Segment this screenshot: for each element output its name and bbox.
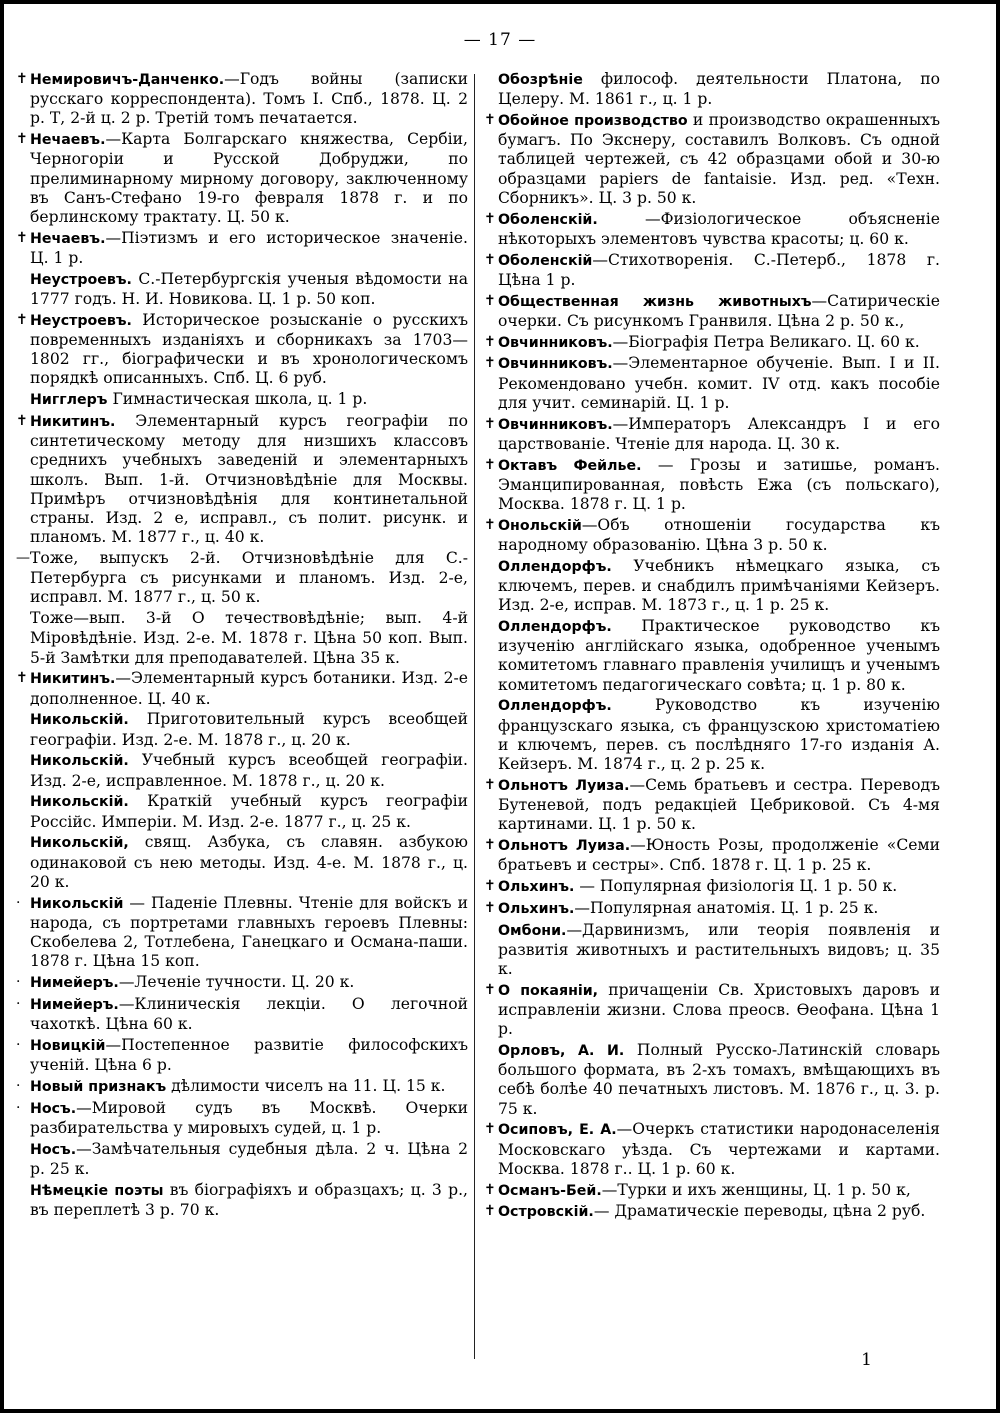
entry-mark-icon: ✝ xyxy=(484,837,496,854)
entry-text: С.-Петербургскія ученыя вѣдомости на 1777 годъ. Н. И. Новикова. Ц. 1 р. 50 коп. xyxy=(30,269,468,309)
entry-text: Тоже, выпускъ 2-й. Отчизновѣдѣніе для С.-Петербурга съ рисунками и планомъ. Изд. 2-е, исправл. М. 1877 г., ц. 50 к. xyxy=(30,549,468,607)
page-border-left xyxy=(0,0,4,1413)
entry-heading: Оболенскій xyxy=(498,252,593,269)
entry-mark-icon: · xyxy=(16,1099,21,1116)
catalog-entry xyxy=(16,973,468,993)
catalog-entry xyxy=(484,1041,940,1119)
entry-heading: Никольскій. xyxy=(30,753,129,770)
entry-text: —Мировой судъ въ Москвѣ. Очерки разбирательства у мировыхъ судей, ц. 1 р. xyxy=(30,1098,468,1137)
catalog-entry xyxy=(16,70,468,129)
entry-heading: Носъ. xyxy=(30,1141,77,1158)
entry-text: Учебный курсъ всеобщей географіи. Изд. 2-е, исправленное. М. 1878 г., ц. 20 к. xyxy=(30,751,468,790)
entry-mark-icon: ✝ xyxy=(16,413,28,430)
entry-mark-icon: ✝ xyxy=(484,292,496,309)
page-border-top xyxy=(0,0,1000,4)
entry-text: —Элементарный курсъ ботаники. Изд. 2-е дополненное. Ц. 40 к. xyxy=(30,669,468,708)
entry-text: —Турки и ихъ женщины, Ц. 1 р. 50 к, xyxy=(601,1180,911,1199)
entry-heading: Ольнотъ Луиза. xyxy=(498,838,631,855)
entry-text: —Императоръ Александръ I и его царствованіе. Чтеніе для народа. Ц. 30 к. xyxy=(498,414,940,453)
entry-text: —Клиническія лекціи. О легочной чахоткѣ. Цѣна 60 к. xyxy=(30,994,468,1034)
entry-mark-icon: ✝ xyxy=(484,210,496,227)
entry-text: —Піэтизмъ и его историческое значеніе. Ц. 1 р. xyxy=(30,228,468,268)
entry-text: —Біографія Петра Великаго. Ц. 60 к. xyxy=(612,332,920,351)
page-border-right xyxy=(996,0,1000,1413)
entry-text: Историческое розысканіе о русскихъ повременныхъ изданіяхъ и сборникахъ за 1703—1802 гг., біографически и въ хронологическомъ порядкѣ описанныхъ. Спб. Ц. 6 руб. xyxy=(30,310,468,388)
entry-heading: Орловъ, А. И. xyxy=(498,1043,625,1060)
catalog-entry xyxy=(484,557,940,616)
entry-heading: Нимейеръ. xyxy=(30,996,119,1013)
entry-mark-icon: ✝ xyxy=(16,670,28,687)
catalog-entry xyxy=(484,210,940,249)
entry-heading: Общественная жизнь животныхъ xyxy=(498,293,812,310)
entry-text: Руководство къ изученію французскаго языка, съ французскою христоматіею и ключемъ, перев. съ послѣдняго 17-го изданія А. Кейзеръ. М. 1874 г., ц. 2 р. 25 к. xyxy=(498,696,940,774)
entry-mark-icon: ✝ xyxy=(484,878,496,895)
entry-mark-icon: ✝ xyxy=(484,981,496,998)
column-divider xyxy=(474,74,475,1359)
catalog-entry xyxy=(16,833,468,892)
entry-heading: Оболенскій. xyxy=(498,211,598,228)
catalog-entry xyxy=(16,710,468,749)
entry-mark-icon: ✝ xyxy=(484,355,496,372)
catalog-entry xyxy=(484,836,940,875)
entry-heading: Осиповъ, Е. А. xyxy=(498,1122,617,1139)
entry-mark-icon: ✝ xyxy=(484,1203,496,1220)
entry-text: —Популярная анатомія. Ц. 1 р. 25 к. xyxy=(574,898,879,917)
entry-text: Тоже—вып. 3-й О течествовѣдѣніе; вып. 4-й Міровѣдѣніе. Изд. 2-е. М. 1878 г. Цѣна 50 коп. Вып. 5-й Замѣтки для преподавателей. Цѣна 35 к. xyxy=(30,609,468,667)
catalog-entry xyxy=(16,792,468,831)
catalog-entry xyxy=(484,776,940,835)
entry-heading: Никольскій. xyxy=(30,712,129,729)
catalog-entry xyxy=(16,1099,468,1138)
catalog-entry xyxy=(484,921,940,980)
catalog-entry xyxy=(484,877,940,897)
entry-heading: Нечаевъ. xyxy=(30,230,106,247)
entry-text: — Грозы и затишье, романъ. Эманципированная, повѣсть Ежа (съ польскаго), Москва. 1878 г. Ц. 1 р. xyxy=(498,455,940,514)
entry-mark-icon: ✝ xyxy=(16,311,28,328)
entry-text: —Замѣчательныя судебныя дѣла. 2 ч. Цѣна 2 р. 25 к. xyxy=(30,1139,468,1178)
entry-heading: Октавъ Фейлье. xyxy=(498,457,642,474)
entry-mark-icon: ✝ xyxy=(16,71,28,87)
entry-mark-icon: ✝ xyxy=(484,415,496,432)
entry-mark-icon: ✝ xyxy=(484,1181,496,1198)
catalog-entry xyxy=(16,390,468,410)
entry-heading: Овчинниковъ. xyxy=(498,334,613,351)
entry-text: —Элементарное обученіе. Вып. I и II. Рекомендовано учебн. комит. IV отд. какъ пособіе для учит. семинарій. Ц. 1 р. xyxy=(498,354,940,412)
entry-heading: Овчинниковъ. xyxy=(498,356,613,373)
entry-mark-icon: ✝ xyxy=(484,1121,496,1138)
catalog-entry xyxy=(16,1140,468,1179)
catalog-entry xyxy=(16,1036,468,1075)
catalog-entry xyxy=(16,1181,468,1220)
entry-heading: Ольхинъ. xyxy=(498,879,575,896)
entry-text: философ. деятельности Платона, по Целеру. М. 1861 г., ц. 1 р. xyxy=(498,70,940,109)
entry-text: — Популярная физіологія Ц. 1 р. 50 к. xyxy=(574,877,898,896)
entry-text: Элементарный курсъ географіи по синтетическому методу для низшихъ классовъ среднихъ учебныхъ заведеній и элементарныхъ школъ. Вып. 1-й. Отчизновѣдѣніе для Москвы. Примѣръ отчизновѣдѣнія для континетальной страны. Изд. 2 е, исправл., съ полит. рисунк. и планомъ. М. 1877 г., ц. 40 к. xyxy=(30,412,468,547)
entry-text: дѣлимости чиселъ на 11. Ц. 15 к. xyxy=(166,1076,446,1095)
entry-text: —Объ отношеніи государства къ народному образованію. Цѣна 3 р. 50 к. xyxy=(498,515,940,555)
catalog-entry xyxy=(484,981,940,1040)
entry-heading: Новицкій xyxy=(30,1037,106,1054)
entry-heading: Неустроевъ. xyxy=(30,271,132,288)
catalog-entry xyxy=(484,251,940,290)
catalog-entry xyxy=(484,1181,940,1201)
entry-mark-icon: — xyxy=(16,550,30,567)
entry-text: —Юность Розы, продолженіе «Семи братьевъ и сестры». Спб. 1878 г. Ц. 1 р. 25 к. xyxy=(498,836,940,875)
catalog-entry xyxy=(16,669,468,708)
catalog-entry xyxy=(16,1077,468,1097)
entry-mark-icon: · xyxy=(16,1036,21,1053)
entry-text: — Драматическіе переводы, цѣна 2 руб. xyxy=(593,1202,926,1221)
entry-heading: Овчинниковъ. xyxy=(498,416,613,433)
catalog-entry xyxy=(16,229,468,268)
entry-text: —Карта Болгарскаго княжества, Сербіи, Черногоріи и Русской Добруджи, по прелиминарному мирному договору, заключенному въ Санъ-Стефано 19-го февраля 1878 г. и по берлинскому трактату. Ц. 50 к. xyxy=(30,130,468,227)
entry-heading: Ольнотъ Луиза. xyxy=(498,777,630,794)
catalog-entry xyxy=(484,354,940,413)
entry-text: Приготовительный курсъ всеобщей географіи. Изд. 2-е. М. 1878 г., ц. 20 к. xyxy=(30,710,468,749)
entry-heading: Неустроевъ. xyxy=(30,312,132,329)
entry-heading: Никитинъ. xyxy=(30,671,116,688)
entry-text: Краткій учебный курсъ географіи Россійс. Имперіи. М. Изд. 2-е. 1877 г., ц. 25 к. xyxy=(30,792,468,831)
entry-mark-icon: ✝ xyxy=(16,131,28,148)
entry-text: —Леченіе тучности. Ц. 20 к. xyxy=(118,973,355,992)
catalog-entry xyxy=(484,696,940,774)
entry-text: свящ. Азбука, съ славян. азбукою одинаковой съ нею методы. Изд. 4-е. М. 1878 г., ц. 20 к. xyxy=(30,833,468,891)
entry-heading: Носъ. xyxy=(30,1100,77,1117)
entry-heading: Островскій. xyxy=(498,1204,594,1221)
left-column xyxy=(16,70,468,1222)
entry-heading: Ольхинъ. xyxy=(498,900,575,917)
entry-text: Полный Русско-Латинскій словарь большого формата, въ 2-хъ томахъ, вмѣщающихъ въ себѣ болѣе 40 печатныхъ листовъ. М. 1876 г., ц. 3. р. 75 к. xyxy=(498,1041,940,1118)
catalog-entry xyxy=(16,894,468,972)
catalog-entry xyxy=(484,617,940,695)
entry-text: —Сатирическіе очерки. Съ рисункомъ Гранвиля. Цѣна 2 р. 50 к., xyxy=(498,291,940,330)
catalog-entry xyxy=(484,899,940,919)
entry-heading: Никитинъ. xyxy=(30,414,116,431)
entry-text: — Паденіе Плевны. Чтеніе для войскъ и народа, съ портретами главныхъ героевъ Плевны: Скобелева 2, Тотлебена, Ганецкаго и Османа-паши. 1878 г. Цѣна 15 коп. xyxy=(30,893,468,971)
catalog-entry xyxy=(16,270,468,309)
catalog-entry xyxy=(16,412,468,547)
page-number-top: — 17 — xyxy=(463,30,537,50)
entry-heading: Оллендорфъ. xyxy=(498,698,612,715)
entry-text: и производство окрашенныхъ бумагъ. По Экснеру, составилъ Волковъ. Съ одной таблицей чертежей, съ 42 образцами обой и 30-ю образцами papiers de fantaisie. Изд. ред. «Техн. Сборникъ». Ц. 3 р. 50 к. xyxy=(498,111,940,207)
entry-heading: Никольскій, xyxy=(30,835,129,852)
entry-heading: Немировичъ-Данченко. xyxy=(30,72,225,88)
entry-heading: О покаяніи, xyxy=(498,982,599,999)
entry-text: —Годъ войны (записки русскаго корреспондента). Томъ I. Спб., 1878. Ц. 2 р. Т, 2-й ц. 2 р. Третій томъ печатается. xyxy=(30,70,468,128)
entry-text: причащеніи Св. Христовыхъ даровъ и исправленіи жизни. Слова преосв. Ѳеофана. Цѣна 1 р. xyxy=(498,980,940,1039)
entry-text: —Очеркъ статистики народонаселенія Московскаго уѣзда. Съ чертежами и картами. Москва. 1878 г.. Ц. 1 р. 60 к. xyxy=(498,1120,940,1178)
entry-mark-icon: ✝ xyxy=(484,456,496,473)
catalog-entry xyxy=(484,1120,940,1179)
entry-heading: Обозрѣніе xyxy=(498,72,583,88)
catalog-entry xyxy=(16,130,468,227)
entry-mark-icon: ✝ xyxy=(16,229,28,246)
catalog-entry xyxy=(484,516,940,555)
entry-heading: Оллендорфъ. xyxy=(498,619,612,636)
catalog-entry xyxy=(484,1202,940,1222)
entry-mark-icon: ✝ xyxy=(484,112,496,128)
entry-text: Практическое руководство къ изученію англійскаго языка, одобренное ученымъ комитетомъ главнаго правленія училищъ и ученымъ комитетомъ педагогическаго совѣта; ц. 1 р. 80 к. xyxy=(498,617,940,694)
entry-mark-icon: · xyxy=(16,1077,21,1094)
entry-text: —Физіологическое объясненіе нѣкоторыхъ элементовъ чувства красоты; ц. 60 к. xyxy=(498,209,940,248)
entry-mark-icon: ✝ xyxy=(484,516,496,533)
catalog-entry xyxy=(16,549,468,608)
entry-heading: Османъ-Бей. xyxy=(498,1182,602,1199)
right-column xyxy=(484,70,940,1224)
entry-text: Учебникъ нѣмецкаго языка, съ ключемъ, перев. и снабдилъ примѣчаніями Кейзеръ. Изд. 2-е, исправ. М. 1873 г., ц. 1 р. 25 к. xyxy=(498,556,940,615)
entry-heading: Никольскій. xyxy=(30,794,129,811)
entry-text: —Дарвинизмъ, или теорія появленія и развитія животныхъ и растительныхъ видовъ; ц. 35 к. xyxy=(498,920,940,979)
entry-heading: Нечаевъ. xyxy=(30,132,106,149)
entry-heading: Новый признакъ xyxy=(30,1078,167,1095)
entry-heading: Никольскій xyxy=(30,895,124,912)
entry-mark-icon: ✝ xyxy=(484,251,496,268)
page-number-bottom: 1 xyxy=(861,1350,872,1370)
page-border-bottom xyxy=(0,1409,1000,1413)
entry-mark-icon: · xyxy=(16,995,21,1012)
entry-mark-icon: · xyxy=(16,974,21,991)
entry-heading: Обойное производство xyxy=(498,113,688,129)
catalog-entry xyxy=(16,311,468,389)
entry-mark-icon: ✝ xyxy=(484,899,496,916)
entry-text: —Стихотворенія. С.-Петерб., 1878 г. Цѣна 1 р. xyxy=(498,250,940,289)
entry-text: въ біографіяхъ и образцахъ; ц. 3 р., въ переплетѣ 3 р. 70 к. xyxy=(30,1180,469,1219)
entry-heading: Оллендорфъ. xyxy=(498,558,612,575)
catalog-entry xyxy=(16,751,468,790)
entry-text: —Семь братьевъ и сестра. Переводъ Бутеневой, подъ редакціей Цебриковой. Съ 4-мя картинами. Ц. 1 р. 50 к. xyxy=(498,775,940,834)
catalog-entry xyxy=(484,456,940,515)
entry-mark-icon: ✝ xyxy=(484,333,496,350)
entry-heading: Онольскій xyxy=(498,517,582,534)
catalog-entry xyxy=(484,333,940,353)
entry-heading: Омбони. xyxy=(498,922,567,939)
catalog-entry xyxy=(484,292,940,331)
entry-heading: Нигглеръ xyxy=(30,392,108,409)
catalog-entry xyxy=(16,995,468,1034)
entry-heading: Нѣмецкіе поэты xyxy=(30,1182,164,1199)
entry-mark-icon: · xyxy=(16,894,21,911)
entry-text: Гимнастическая школа, ц. 1 р. xyxy=(107,390,368,409)
catalog-entry xyxy=(16,609,468,668)
entry-heading: Нимейеръ. xyxy=(30,975,119,992)
entry-text: —Постепенное развитіе философскихъ ученій. Цѣна 6 р. xyxy=(30,1035,468,1075)
catalog-entry xyxy=(484,70,940,109)
catalog-entry xyxy=(484,111,940,208)
catalog-entry xyxy=(484,415,940,454)
entry-mark-icon: ✝ xyxy=(484,776,496,793)
